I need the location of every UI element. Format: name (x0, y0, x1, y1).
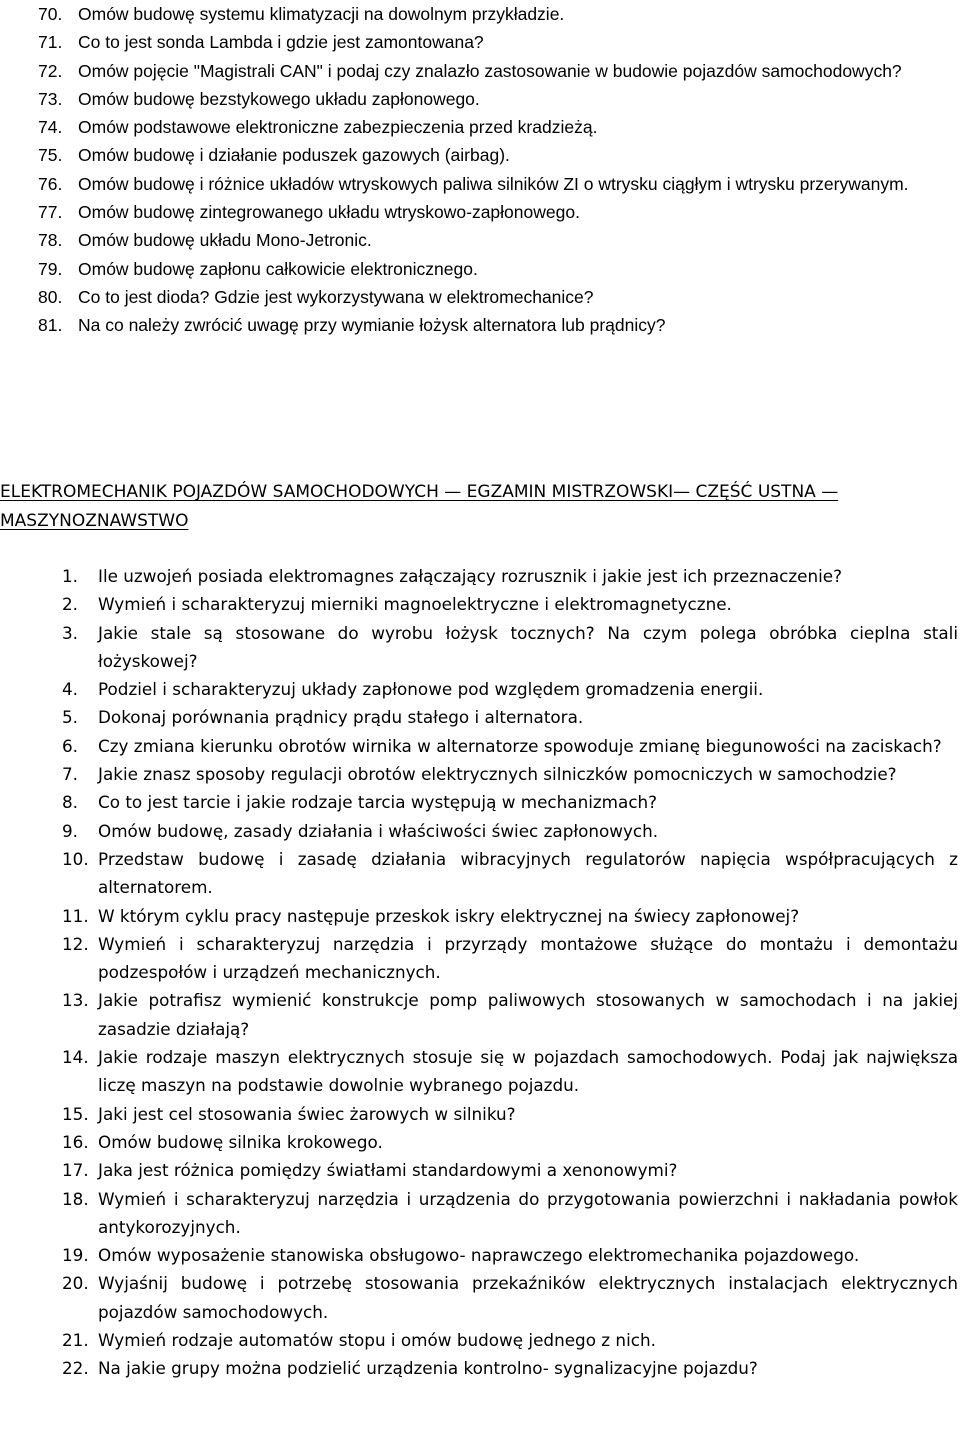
list-item (62, 1354, 958, 1382)
item-number: 11. (62, 905, 89, 926)
item-number: 22. (62, 1358, 89, 1379)
item-text: Przedstaw budowę i zasadę działania wibracyjnych regulatorów napięcia współpracujących z alternatorem. (98, 848, 958, 898)
item-text: Na jakie grupy można podzielić urządzenia kontrolno- sygnalizacyjne pojazdu? (98, 1358, 758, 1379)
list-item (62, 845, 958, 902)
item-number: 12. (62, 933, 89, 954)
item-number: 10. (62, 848, 89, 869)
item-text: Omów budowę zintegrowanego układu wtryskowo-zapłonowego. (78, 202, 580, 223)
item-number: 14. (62, 1047, 89, 1068)
item-text: Jakie potrafisz wymienić konstrukcje pomp paliwowych stosowanych w samochodach i na jakiej zasadzie działają? (98, 990, 958, 1039)
list-item (38, 28, 958, 56)
item-text: Jakie rodzaje maszyn elektrycznych stosuje się w pojazdach samochodowych. Podaj jak największa liczę maszyn na podstawie dowolnie wybranego pojazdu. (98, 1047, 958, 1096)
item-text: Omów budowę systemu klimatyzacji na dowolnym przykładzie. (78, 4, 565, 24)
item-text: Podziel i scharakteryzuj układy zapłonowe pod względem gromadzenia energii. (98, 679, 764, 700)
question-list (62, 562, 958, 1383)
item-text: Omów budowę układu Mono-Jetronic. (78, 230, 372, 251)
item-text: Czy zmiana kierunku obrotów wirnika w alternatorze spowoduje zmianę biegunowości na zaciskach? (98, 735, 942, 756)
item-number: 19. (62, 1245, 89, 1266)
item-number: 18. (62, 1188, 89, 1209)
item-number: 77. (38, 202, 63, 223)
item-text: Omów pojęcie "Magistrali CAN" i podaj czy znalazło zastosowanie w budowie pojazdów samochodowych? (78, 60, 902, 81)
list-item (62, 1326, 958, 1354)
item-text: Omów budowę, zasady działania i właściwości świec zapłonowych. (98, 820, 659, 841)
item-number: 13. (62, 990, 89, 1011)
item-number: 2. (62, 594, 79, 615)
item-number: 5. (62, 707, 79, 728)
item-number: 16. (62, 1131, 89, 1152)
list-item (62, 1156, 958, 1184)
question-list-continued (38, 0, 958, 340)
item-text: Omów budowę zapłonu całkowicie elektronicznego. (78, 258, 478, 279)
item-number: 70. (38, 4, 63, 24)
item-text: Dokonaj porównania prądnicy prądu stałego i alternatora. (98, 707, 584, 728)
item-text: Omów budowę i różnice układów wtryskowych paliwa silników ZI o wtrysku ciągłym i wtrysku przerywanym. (78, 173, 909, 194)
item-text: Omów budowę i działanie poduszek gazowych (airbag). (78, 145, 510, 166)
item-number: 3. (62, 622, 79, 643)
list-item (62, 930, 958, 987)
list-item (38, 141, 958, 169)
list-item (38, 113, 958, 141)
item-number: 79. (38, 258, 63, 279)
item-text: Wymień i scharakteryzuj mierniki magnoelektryczne i elektromagnetyczne. (98, 594, 732, 615)
list-item (62, 1241, 958, 1269)
list-item (62, 817, 958, 845)
list-item (38, 0, 958, 28)
list-item (62, 986, 958, 1043)
item-text: Ile uzwojeń posiada elektromagnes załączający rozrusznik i jakie jest ich przeznaczenie? (98, 566, 842, 586)
item-number: 7. (62, 764, 79, 785)
item-text: Omów budowę silnika krokowego. (98, 1131, 383, 1152)
item-number: 21. (62, 1330, 89, 1351)
list-item (62, 675, 958, 703)
list-item (62, 703, 958, 731)
item-number: 1. (62, 566, 79, 586)
item-text: W którym cyklu pracy następuje przeskok iskry elektrycznej na świecy zapłonowej? (98, 905, 800, 926)
list-item (62, 902, 958, 930)
item-number: 4. (62, 679, 79, 700)
item-number: 73. (38, 88, 63, 109)
item-text: Omów wyposażenie stanowiska obsługowo- naprawczego elektromechanika pojazdowego. (98, 1245, 860, 1266)
item-text: Co to jest dioda? Gdzie jest wykorzystywana w elektromechanice? (78, 286, 594, 307)
list-item (38, 311, 958, 339)
list-item (62, 1043, 958, 1100)
item-number: 75. (38, 145, 63, 166)
list-item (62, 1185, 958, 1242)
list-item (38, 85, 958, 113)
list-item (38, 255, 958, 283)
item-text: Jaka jest różnica pomiędzy światłami standardowymi a xenonowymi? (98, 1160, 678, 1181)
list-item (62, 1269, 958, 1326)
item-text: Jakie znasz sposoby regulacji obrotów elektrycznych silniczków pomocniczych w samochodzie? (98, 764, 897, 785)
item-number: 20. (62, 1273, 89, 1294)
item-number: 9. (62, 820, 79, 841)
section-heading: ELEKTROMECHANIK POJAZDÓW SAMOCHODOWYCH — EGZAMIN MISTRZOWSKI— CZĘŚĆ USTNA — MASZYNOZNAWSTWO (0, 482, 839, 531)
item-text: Wymień i scharakteryzuj narzędzia i urządzenia do przygotowania powierzchni i nakładania powłok antykorozyjnych. (98, 1188, 958, 1237)
item-text: Jakie stale są stosowane do wyrobu łożysk tocznych? Na czym polega obróbka cieplna stali łożyskowej? (98, 622, 958, 671)
item-number: 80. (38, 286, 63, 307)
list-item (62, 619, 958, 676)
list-item (62, 1100, 958, 1128)
list-item (62, 590, 958, 618)
item-number: 72. (38, 60, 63, 81)
item-number: 76. (38, 173, 63, 194)
item-text: Wymień i scharakteryzuj narzędzia i przyrządy montażowe służące do montażu i demontażu podzespołów i urządzeń mechanicznych. (98, 933, 958, 983)
list-item (62, 1128, 958, 1156)
item-number: 15. (62, 1103, 89, 1124)
item-number: 71. (38, 32, 63, 53)
list-item (38, 170, 958, 198)
list-item (62, 732, 958, 760)
list-item (38, 226, 958, 254)
item-number: 8. (62, 792, 79, 813)
item-text: Co to jest tarcie i jakie rodzaje tarcia występują w mechanizmach? (98, 792, 658, 813)
list-item (38, 198, 958, 226)
item-text: Co to jest sonda Lambda i gdzie jest zamontowana? (78, 32, 484, 53)
item-number: 81. (38, 315, 63, 336)
item-number: 78. (38, 230, 63, 251)
item-number: 6. (62, 735, 79, 756)
list-item (38, 57, 958, 85)
item-number: 17. (62, 1160, 89, 1181)
item-text: Jaki jest cel stosowania świec żarowych w silniku? (98, 1103, 516, 1124)
item-text: Wymień rodzaje automatów stopu i omów budowę jednego z nich. (98, 1330, 656, 1351)
item-text: Omów podstawowe elektroniczne zabezpieczenia przed kradzieżą. (78, 117, 598, 138)
list-item (62, 760, 958, 788)
list-item (62, 562, 958, 590)
list-item (38, 283, 958, 311)
item-text: Omów budowę bezstykowego układu zapłonowego. (78, 88, 480, 109)
item-number: 74. (38, 117, 63, 138)
item-text: Na co należy zwrócić uwagę przy wymianie łożysk alternatora lub prądnicy? (78, 315, 666, 336)
list-item (62, 788, 958, 816)
item-text: Wyjaśnij budowę i potrzebę stosowania przekaźników elektrycznych instalacjach elektrycznych pojazdów samochodowych. (98, 1273, 958, 1322)
